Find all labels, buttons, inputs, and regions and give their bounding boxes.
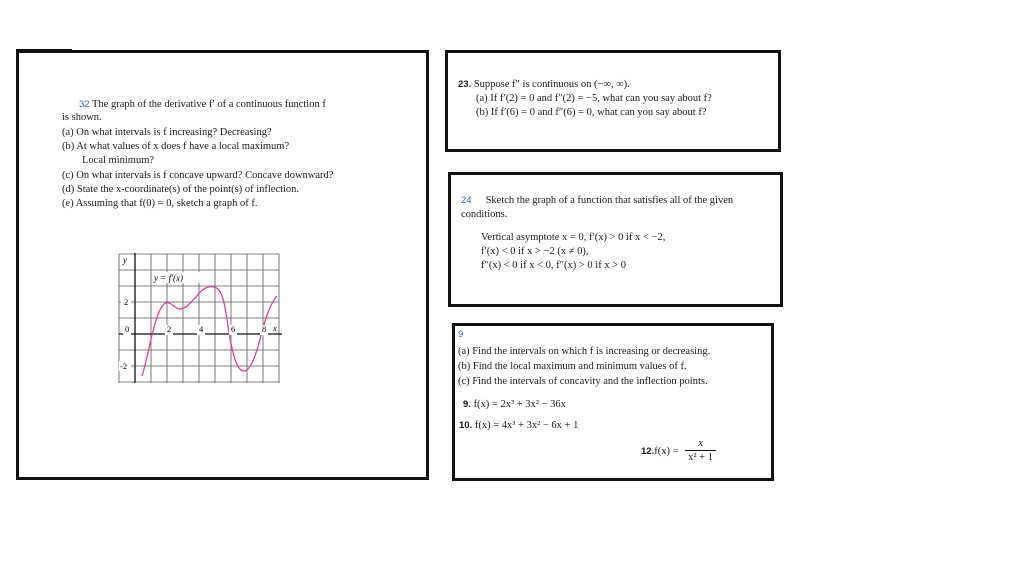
y-tick-neg2: -2 [120,361,128,371]
exercise-10-number: 10. [459,420,473,431]
problem-24-line1: Sketch the graph of a function that satisfies all of the given [485,195,734,206]
problem-32-item-c: (c) On what intervals is f concave upward? Concave downward? [62,170,334,181]
x-tick-6: 6 [231,324,236,334]
y-axis-label: y [123,255,127,265]
problem-24-condition-1: Vertical asymptote x = 0, f′(x) > 0 if x < −2, [481,232,666,243]
problem-32-number: 32 [79,99,90,110]
problem-32-item-a: (a) On what intervals is f increasing? Decreasing? [62,127,272,138]
exercise-12-numerator: x [698,438,703,449]
curve-label: y = f′(x) [154,273,184,283]
problem-9-card [452,323,774,481]
x-tick-4: 4 [199,324,204,334]
exercise-12-lhs: f(x) = [654,445,679,457]
origin-label: 0 [125,324,130,334]
exercise-9 [463,398,566,411]
problem-24-condition-3: f″(x) < 0 if x < 0, f″(x) > 0 if x > 0 [481,260,626,271]
problem-32-item-d: (d) State the x-coordinate(s) of the point(s) of inflection. [62,184,300,195]
problem-23-part-b: (b) If f′(6) = 0 and f″(6) = 0, what can you say about f? [476,107,707,118]
problem-23-part-a: (a) If f′(2) = 0 and f″(2) = −5, what can you say about f? [476,93,712,104]
x-tick-8: 8 [262,324,267,334]
problem-32-card [16,50,429,480]
problem-24-heading [461,194,733,207]
problem-24-card [448,172,783,307]
problem-32-line2: is shown. [62,112,102,123]
exercise-12-denominator: x² + 1 [685,450,716,464]
exercise-10 [459,419,578,432]
exercise-12 [641,438,716,464]
problem-9-part-a: (a) Find the intervals on which f is increasing or decreasing. [458,346,711,357]
problem-23-line1: Suppose f″ is continuous on (−∞, ∞). [471,79,630,90]
problem-24-line2: conditions. [461,209,508,220]
problem-23-card [445,50,781,152]
problem-32-line1: The graph of the derivative f′ of a continuous function f [89,99,326,110]
derivative-curve [142,287,277,376]
exercise-12-number: 12. [641,445,655,457]
exercise-9-number: 9. [463,399,471,410]
exercise-9-formula: f(x) = 2x³ + 3x² − 36x [470,399,566,410]
x-tick-2: 2 [167,324,172,334]
problem-32-item-b: (b) At what values of x does f have a local maximum? [62,141,290,152]
problem-23-heading [458,78,630,91]
derivative-graph [114,251,284,391]
problem-32-item-e: (e) Assuming that f(0) = 0, sketch a graph of f. [62,198,258,209]
problem-32-item-b2: Local minimum? [82,155,155,166]
problem-9-number-text: 9 [458,329,464,340]
problem-23-number: 23. [458,79,472,90]
exercise-12-fraction [685,438,716,464]
exercise-10-formula: f(x) = 4x³ + 3x² − 6x + 1 [472,420,579,431]
problem-9-number [458,328,463,341]
problem-24-condition-2: f′(x) < 0 if x > −2 (x ≠ 0), [481,246,589,257]
problem-24-number: 24 [461,195,472,206]
problem-9-part-b: (b) Find the local maximum and minimum values of f. [458,361,687,372]
problem-32-heading [79,98,326,111]
problem-9-part-c: (c) Find the intervals of concavity and the inflection points. [458,376,708,387]
y-tick-2: 2 [124,297,129,307]
x-axis-label: x [273,323,277,333]
